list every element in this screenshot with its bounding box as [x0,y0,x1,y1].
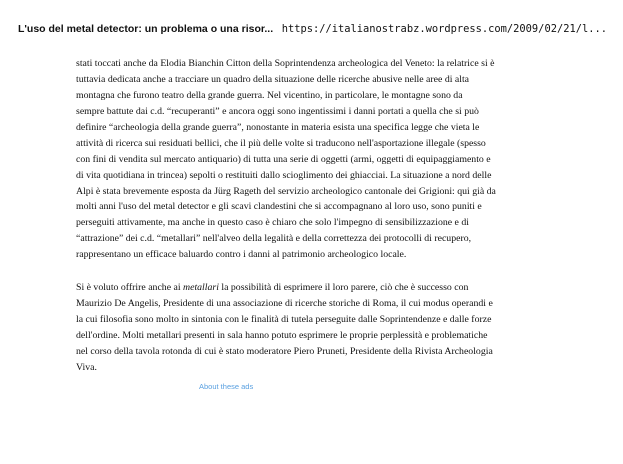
text-line [76,280,558,296]
paragraph-gap [76,263,558,280]
page-url: https://italianostrabz.wordpress.com/2009/02/21/l... [281,23,607,35]
text-line: tuttavia dedicata anche a tracciare un quadro della situazione delle ricerche abusive nelle aree di alta [76,73,470,85]
text-line: molti anni l'uso del metal detector e gli scavi clandestini che si accompagnano al loro uso, sono puniti e [76,201,482,213]
paragraph-1 [76,56,558,263]
text-segment: la possibilità di esprimere il loro parere, ciò che è successo con [218,282,469,294]
text-line: Viva. [76,361,97,373]
text-line: rappresentano un efficace baluardo contro i danni al patrimonio archeologico locale. [76,249,407,261]
text-line: attività di ricerca sui residuati bellici, che il più delle volte si traducono nell'asportazione illegale (spesso [76,137,486,149]
text-line: perseguiti attivamente, ma anche in questo caso è chiaro che solo l'impegno di sensibilizzazione e di [76,217,469,229]
text-line: stati toccati anche da Elodia Bianchin Citton della Soprintendenza archeologica del Veneto: la relatrice si è [76,58,495,69]
italic-term: metallari [183,282,219,294]
text-segment: Si è voluto offrire anche ai [76,282,184,294]
text-line: la cui filosofia sono molto in sintonia con le finalità di tutela perseguite dalle Soprintendenze e dalle forze [76,314,492,326]
text-line: di vita quotidiana in trincea) sepolti o restituiti dallo scioglimento dei ghiacciai. La situazione a nord delle [76,169,492,181]
text-line: sempre battute dai c.d. “recuperanti” e ancora oggi sono ingentissimi i danni portati a quella che si può [76,105,479,117]
text-line: montagna che furono teatro della grande guerra. Nel vicentino, in particolare, le montagne sono da [76,89,463,101]
text-line: definire “archeologia della grande guerra”, nonostante in materia esista una specifica legge che vieta le [76,121,480,133]
text-line: “attrazione” dei c.d. “metallari” nell'alveo della legalità e della correttezza dei protocolli di recupero, [76,233,472,245]
page-title: L'uso del metal detector: un problema o una risor... [18,23,274,35]
print-header [18,22,607,36]
text-line: dell'ordine. Molti metallari presenti in sala hanno potuto esprimere le proprie perplessità e problematiche [76,330,488,341]
text-line: nel corso della tavola rotonda di cui è stato moderatore Piero Pruneti, Presidente della Rivista Archeologia [76,345,493,357]
text-line: Maurizio De Angelis, Presidente di una associazione di ricerche storiche di Roma, il cui modus operandi e [76,298,493,310]
article-body [76,56,558,376]
paragraph-2 [76,280,558,376]
about-ads-link[interactable]: About these ads [199,382,254,391]
text-line: con fini di vendita sul mercato antiquario) di tutta una serie di oggetti (armi, oggetti di equipaggiamento e [76,153,491,165]
text-line: Alpi è stata brevemente esposta da Jürg Rageth del servizio archeologico cantonale dei Grigioni: qui già da [76,185,496,197]
